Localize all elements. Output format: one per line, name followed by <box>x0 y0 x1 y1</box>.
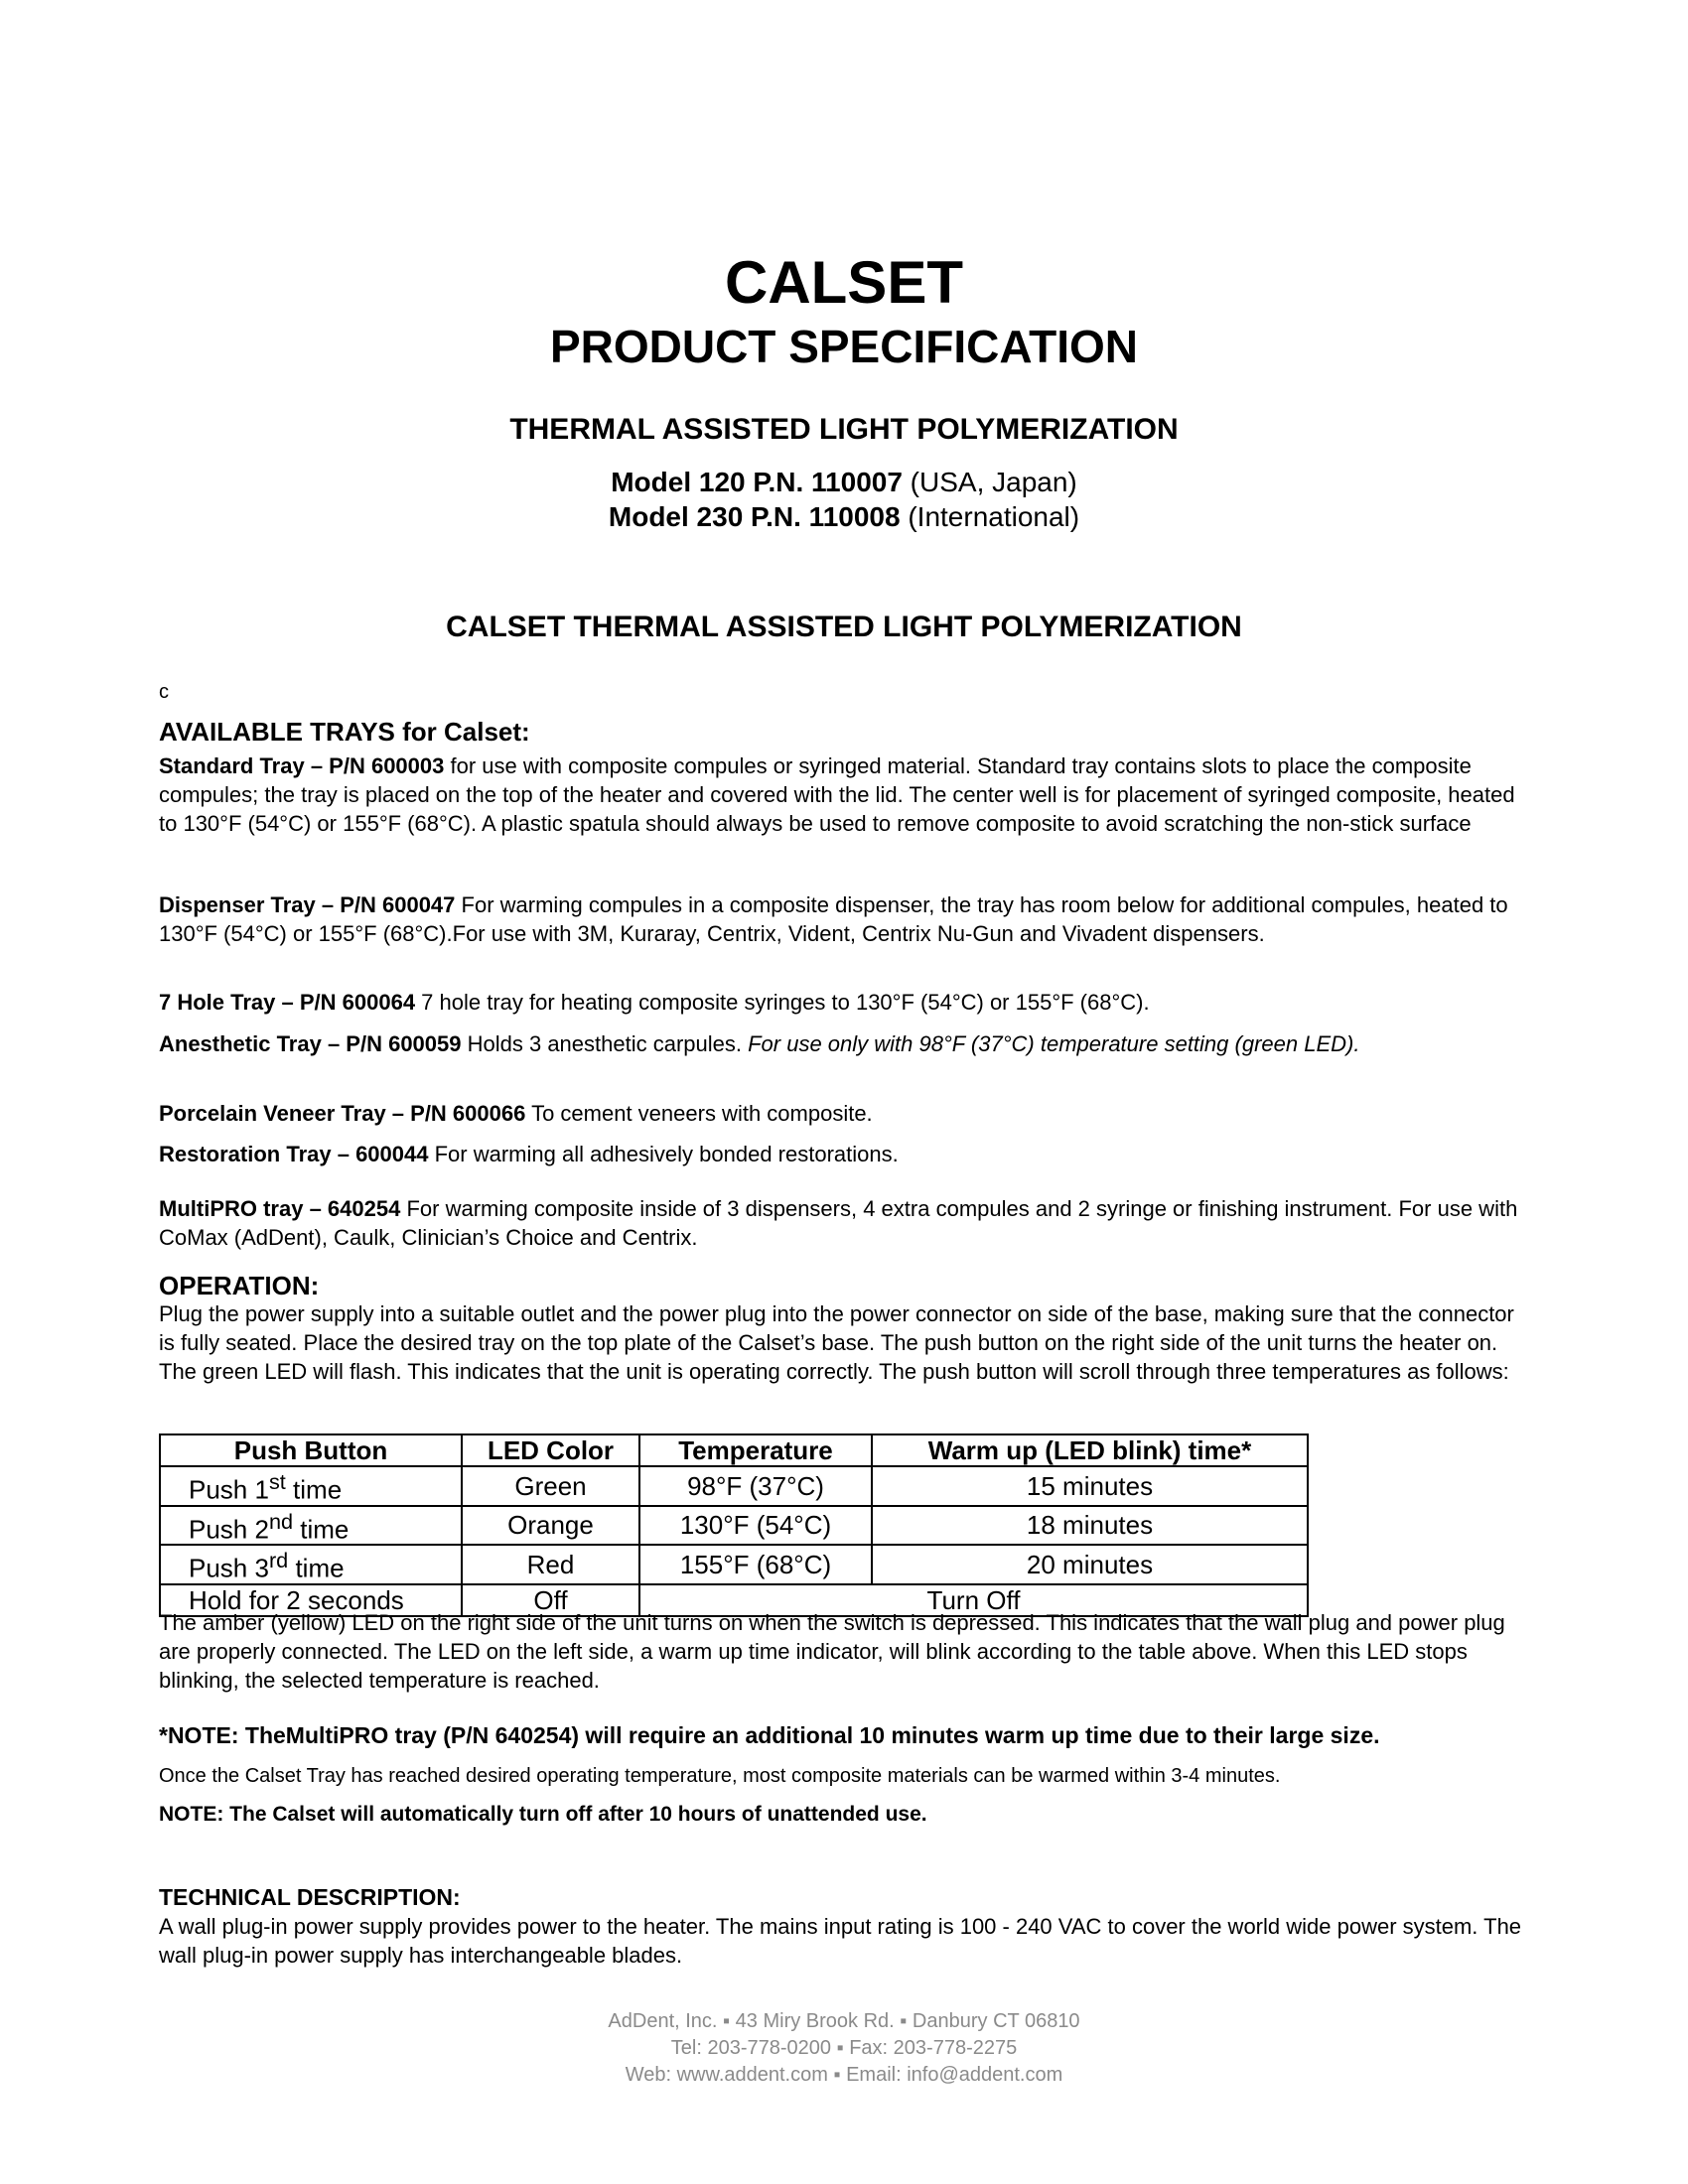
tray-description: For warming composite inside of 3 dispensers, 4 extra compules and 2 syringe or finishing instrument. For use with CoMax (AdDent), Caulk, Clinician’s Choice and Centrix. <box>159 1196 1518 1250</box>
stray-character: c <box>159 681 169 703</box>
model-1-region: (USA, Japan) <box>902 467 1077 497</box>
auto-off-note: NOTE: The Calset will automatically turn off after 10 hours of unattended use. <box>159 1803 927 1826</box>
tray-description: For warming compules in a composite dispenser, the tray has room below for additional compules, heated to 130°F (54°C) or 155°F (68°C).For use with 3M, Kuraray, Centrix, Vident, Centrix Nu-Gun and Vivadent dispensers. <box>159 892 1508 946</box>
tray-name: Standard Tray – P/N 600003 <box>159 753 445 778</box>
tray-description: for use with composite compules or syringed material. Standard tray contains slots to place the composite compules; the tray is placed on the top of the heater and covered with the lid. The center well is for placement of syringed composite, heated to 130°F (54°C) or 155°F (68°C). A plastic spatula should always be used to remove composite to avoid scratching the non-stick surface <box>159 753 1515 836</box>
push-label-suffix: time <box>293 1514 350 1545</box>
led-color-cell: Red <box>462 1545 639 1584</box>
push-cell <box>160 1466 462 1506</box>
doc-title: CALSET <box>725 249 963 316</box>
tray-name: MultiPRO tray – 640254 <box>159 1196 401 1221</box>
tray-description: 7 hole tray for heating composite syringes to 130°F (54°C) or 155°F (68°C). <box>415 990 1150 1015</box>
warmup-time-cell: 15 minutes <box>872 1466 1308 1506</box>
tray-name: Restoration Tray – 600044 <box>159 1142 429 1166</box>
tray-name: 7 Hole Tray – P/N 600064 <box>159 990 416 1015</box>
tray-name: Dispenser Tray – P/N 600047 <box>159 892 456 917</box>
push-cell <box>160 1545 462 1584</box>
model-line-2 <box>159 501 1529 533</box>
tray-item <box>159 890 1529 948</box>
section-title: CALSET THERMAL ASSISTED LIGHT POLYMERIZATION <box>446 611 1242 643</box>
led-color-cell: Orange <box>462 1506 639 1546</box>
turn-off-cell: Turn Off <box>639 1584 1308 1616</box>
tray-name: Porcelain Veneer Tray – P/N 600066 <box>159 1101 526 1126</box>
column-header: Temperature <box>639 1434 872 1466</box>
table-row <box>160 1466 1308 1506</box>
operation-intro: Plug the power supply into a suitable outlet and the power plug into the power connector on side of the base, making sure that the connector is fully seated. Place the desired tray on the top plate of the Calset’s base. The push button on the right side of the unit turns the heater on. The green LED will flash. This indicates that the unit is operating correctly. The push button will scroll through three temperatures as follows: <box>159 1301 1514 1384</box>
ordinal-suffix: rd <box>268 1548 289 1573</box>
tray-description: For warming all adhesively bonded restorations. <box>428 1142 899 1166</box>
tray-item <box>159 1099 1529 1128</box>
model-line-1 <box>159 467 1529 498</box>
ordinal-suffix: st <box>268 1469 286 1494</box>
operation-heading: OPERATION: <box>159 1271 320 1300</box>
led-color-cell: Off <box>462 1584 639 1616</box>
model-1-number: Model 120 P.N. 110007 <box>611 467 903 497</box>
tray-item <box>159 1194 1529 1252</box>
tray-item <box>159 1140 1529 1168</box>
footer-phone: Tel: 203-778-0200 ▪ Fax: 203-778-2275 <box>670 2037 1018 2059</box>
doc-subtitle: PRODUCT SPECIFICATION <box>549 321 1139 372</box>
push-label: Push 1 <box>189 1474 269 1505</box>
led-table <box>159 1433 1309 1617</box>
trays-heading: AVAILABLE TRAYS for Calset: <box>159 717 530 747</box>
tray-item <box>159 1029 1529 1058</box>
tray-description: To cement veneers with composite. <box>525 1101 873 1126</box>
footer-web: Web: www.addent.com ▪ Email: info@addent.com <box>625 2064 1063 2086</box>
tray-item <box>159 751 1529 838</box>
column-header: Warm up (LED blink) time* <box>872 1434 1308 1466</box>
temperature-cell: 155°F (68°C) <box>639 1545 872 1584</box>
tray-usage-note: For use only with 98°F (37°C) temperature setting (green LED). <box>748 1031 1360 1056</box>
table-row <box>160 1506 1308 1546</box>
technical-heading: TECHNICAL DESCRIPTION: <box>159 1884 461 1910</box>
doc-tagline: THERMAL ASSISTED LIGHT POLYMERIZATION <box>509 413 1179 446</box>
model-2-region: (International) <box>900 501 1080 532</box>
temperature-cell: 130°F (54°C) <box>639 1506 872 1546</box>
warming-note: Once the Calset Tray has reached desired operating temperature, most composite materials can be warmed within 3-4 minutes. <box>159 1765 1281 1787</box>
warmup-time-cell: 18 minutes <box>872 1506 1308 1546</box>
tray-description: Holds 3 anesthetic carpules. <box>461 1031 749 1056</box>
multipro-note: *NOTE: TheMultiPRO tray (P/N 640254) will require an additional 10 minutes warm up time due to their large size. <box>159 1722 1380 1748</box>
amber-led-paragraph: The amber (yellow) LED on the right side of the unit turns on when the switch is depressed. This indicates that the wall plug and power plug are properly connected. The LED on the left side, a warm up time indicator, will blink according to the table above. When this LED stops blinking, the selected temperature is reached. <box>159 1610 1505 1693</box>
ordinal-suffix: nd <box>268 1508 294 1534</box>
push-label: Push 3 <box>189 1553 269 1583</box>
column-header: Push Button <box>160 1434 462 1466</box>
table-header-row <box>160 1434 1308 1466</box>
tray-name: Anesthetic Tray – P/N 600059 <box>159 1031 462 1056</box>
column-header: LED Color <box>462 1434 639 1466</box>
push-cell <box>160 1506 462 1546</box>
table-row <box>160 1545 1308 1584</box>
push-cell: Hold for 2 seconds <box>160 1584 462 1616</box>
warmup-time-cell: 20 minutes <box>872 1545 1308 1584</box>
push-label-suffix: time <box>285 1474 343 1505</box>
push-label-suffix: time <box>288 1553 345 1583</box>
footer-address: AdDent, Inc. ▪ 43 Miry Brook Rd. ▪ Danbury CT 06810 <box>608 2010 1080 2032</box>
push-label: Push 2 <box>189 1514 269 1545</box>
temperature-cell: 98°F (37°C) <box>639 1466 872 1506</box>
technical-paragraph: A wall plug-in power supply provides power to the heater. The mains input rating is 100 - 240 VAC to cover the world wide power system. The wall plug-in power supply has interchangeable blades. <box>159 1914 1522 1968</box>
tray-item <box>159 988 1529 1017</box>
model-2-number: Model 230 P.N. 110008 <box>608 501 901 532</box>
led-color-cell: Green <box>462 1466 639 1506</box>
